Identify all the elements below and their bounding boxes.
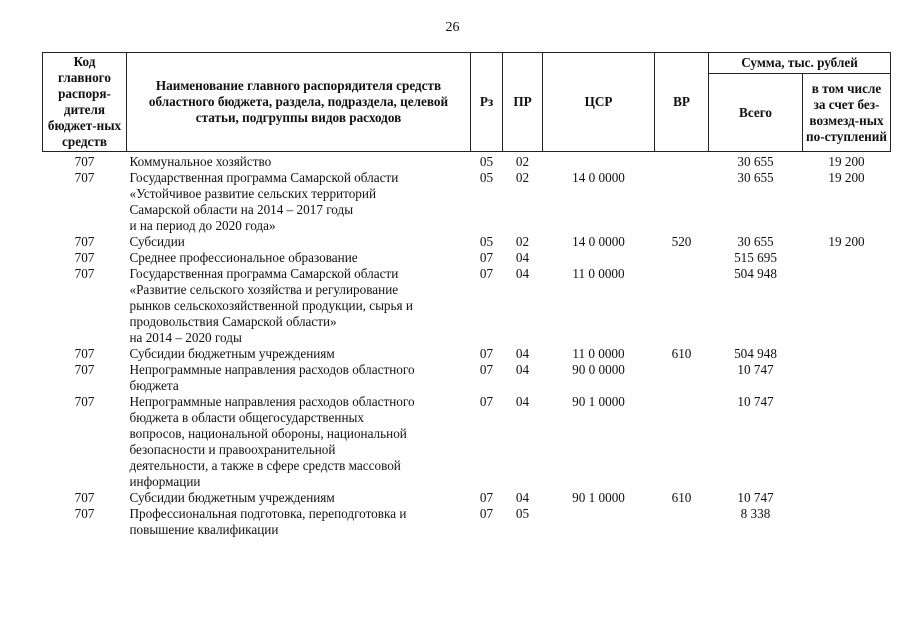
cell-incl bbox=[803, 490, 891, 506]
cell-name bbox=[127, 346, 471, 362]
cell-csr: 90 1 0000 bbox=[572, 394, 625, 409]
cell-incl bbox=[803, 250, 891, 266]
cell-code: 707 bbox=[74, 250, 95, 265]
cell-vr: 610 bbox=[671, 346, 692, 361]
name-line: деятельности, а также в сфере средств массовой bbox=[129, 458, 401, 473]
name-line: повышение квалификации bbox=[129, 522, 279, 537]
cell-rz: 07 bbox=[479, 250, 494, 265]
cell-pr: 02 bbox=[515, 234, 530, 249]
name-line: бюджета в области общегосударственных bbox=[129, 410, 364, 425]
cell-vr: 520 bbox=[671, 234, 692, 249]
cell-pr: 04 bbox=[515, 362, 530, 377]
name-line: бюджета bbox=[129, 378, 179, 393]
budget-table bbox=[42, 52, 891, 538]
header-rz: Рз bbox=[471, 53, 503, 152]
name-line: рынков сельскохозяйственной продукции, сырья и bbox=[129, 298, 413, 313]
name-line: Государственная программа Самарской области bbox=[129, 170, 399, 185]
cell-pr: 02 bbox=[515, 154, 530, 169]
cell-name bbox=[127, 266, 471, 346]
cell-code: 707 bbox=[74, 490, 95, 505]
name-line: Непрограммные направления расходов областного bbox=[129, 362, 415, 377]
name-line: Самарской области на 2014 – 2017 годы bbox=[129, 202, 354, 217]
cell-name bbox=[127, 152, 471, 171]
header-incl: в том числе за счет без-возмезд-ных по-ступлений bbox=[803, 74, 891, 152]
cell-csr: 14 0 0000 bbox=[572, 170, 625, 185]
cell-csr: 90 0 0000 bbox=[572, 362, 625, 377]
cell-code: 707 bbox=[74, 234, 95, 249]
cell-incl bbox=[803, 506, 891, 538]
cell-incl: 19 200 bbox=[828, 170, 865, 185]
header-name: Наименование главного распорядителя средств областного бюджета, раздела, подраздела, целевой статьи, подгруппы видов расходов bbox=[127, 53, 471, 152]
cell-rz: 07 bbox=[479, 266, 494, 281]
cell-total: 30 655 bbox=[737, 154, 774, 169]
cell-incl bbox=[803, 346, 891, 362]
cell-csr: 14 0 0000 bbox=[572, 234, 625, 249]
cell-rz: 07 bbox=[479, 506, 494, 521]
cell-total: 10 747 bbox=[737, 490, 774, 505]
cell-vr bbox=[655, 266, 709, 346]
cell-vr bbox=[655, 506, 709, 538]
name-line: Субсидии бюджетным учреждениям bbox=[129, 490, 335, 505]
cell-total: 30 655 bbox=[737, 170, 774, 185]
name-line: Среднее профессиональное образование bbox=[129, 250, 358, 265]
cell-total: 504 948 bbox=[734, 266, 777, 281]
table-row bbox=[43, 250, 891, 266]
cell-name bbox=[127, 170, 471, 234]
cell-vr bbox=[655, 394, 709, 490]
cell-code: 707 bbox=[74, 346, 95, 361]
name-line: Субсидии bbox=[129, 234, 185, 249]
table-row bbox=[43, 266, 891, 346]
name-line: «Устойчивое развитие сельских территорий bbox=[129, 186, 377, 201]
cell-rz: 07 bbox=[479, 362, 494, 377]
cell-name bbox=[127, 394, 471, 490]
cell-name bbox=[127, 490, 471, 506]
table-row bbox=[43, 234, 891, 250]
cell-rz: 05 bbox=[479, 234, 494, 249]
cell-name bbox=[127, 234, 471, 250]
cell-incl: 19 200 bbox=[828, 234, 865, 249]
cell-total: 515 695 bbox=[734, 250, 777, 265]
cell-rz: 07 bbox=[479, 490, 494, 505]
cell-name bbox=[127, 362, 471, 394]
cell-csr bbox=[543, 250, 655, 266]
name-line: вопросов, национальной обороны, национальной bbox=[129, 426, 407, 441]
name-line: Профессиональная подготовка, переподготовка и bbox=[129, 506, 407, 521]
cell-rz: 07 bbox=[479, 346, 494, 361]
header-csr: ЦСР bbox=[543, 53, 655, 152]
cell-vr bbox=[655, 362, 709, 394]
table-body bbox=[43, 152, 891, 539]
cell-csr: 11 0 0000 bbox=[572, 266, 625, 281]
header-vr: ВР bbox=[655, 53, 709, 152]
cell-total: 30 655 bbox=[737, 234, 774, 249]
cell-code: 707 bbox=[74, 266, 95, 281]
cell-rz: 05 bbox=[479, 154, 494, 169]
cell-csr bbox=[543, 506, 655, 538]
name-line: и на период до 2020 года» bbox=[129, 218, 276, 233]
cell-pr: 04 bbox=[515, 346, 530, 361]
cell-incl bbox=[803, 394, 891, 490]
cell-vr bbox=[655, 250, 709, 266]
cell-total: 8 338 bbox=[740, 506, 771, 521]
cell-vr bbox=[655, 152, 709, 171]
cell-code: 707 bbox=[74, 154, 95, 169]
cell-incl: 19 200 bbox=[828, 154, 865, 169]
cell-total: 10 747 bbox=[737, 394, 774, 409]
cell-pr: 04 bbox=[515, 250, 530, 265]
header-sum-title: Сумма, тыс. рублей bbox=[709, 53, 891, 74]
table-row bbox=[43, 170, 891, 234]
cell-csr bbox=[543, 152, 655, 171]
cell-rz: 07 bbox=[479, 394, 494, 409]
name-line: на 2014 – 2020 годы bbox=[129, 330, 242, 345]
cell-pr: 02 bbox=[515, 170, 530, 185]
name-line: информации bbox=[129, 474, 201, 489]
cell-pr: 05 bbox=[515, 506, 530, 521]
table-row bbox=[43, 490, 891, 506]
cell-code: 707 bbox=[74, 394, 95, 409]
cell-name bbox=[127, 250, 471, 266]
cell-pr: 04 bbox=[515, 394, 530, 409]
cell-total: 504 948 bbox=[734, 346, 777, 361]
cell-code: 707 bbox=[74, 506, 95, 521]
table-row bbox=[43, 346, 891, 362]
name-line: Коммунальное хозяйство bbox=[129, 154, 272, 169]
cell-code: 707 bbox=[74, 170, 95, 185]
cell-name bbox=[127, 506, 471, 538]
table-row bbox=[43, 506, 891, 538]
cell-csr: 90 1 0000 bbox=[572, 490, 625, 505]
name-line: безопасности и правоохранительной bbox=[129, 442, 336, 457]
header-pr: ПР bbox=[503, 53, 543, 152]
cell-pr: 04 bbox=[515, 490, 530, 505]
name-line: Государственная программа Самарской области bbox=[129, 266, 399, 281]
cell-rz: 05 bbox=[479, 170, 494, 185]
name-line: «Развитие сельского хозяйства и регулирование bbox=[129, 282, 399, 297]
cell-csr: 11 0 0000 bbox=[572, 346, 625, 361]
cell-incl bbox=[803, 266, 891, 346]
header-total: Всего bbox=[709, 74, 803, 152]
table-row bbox=[43, 362, 891, 394]
cell-total: 10 747 bbox=[737, 362, 774, 377]
name-line: Субсидии бюджетным учреждениям bbox=[129, 346, 335, 361]
cell-vr bbox=[655, 170, 709, 234]
cell-pr: 04 bbox=[515, 266, 530, 281]
page-number: 26 bbox=[445, 20, 460, 35]
table-row bbox=[43, 152, 891, 171]
name-line: продовольствия Самарской области» bbox=[129, 314, 337, 329]
cell-incl bbox=[803, 362, 891, 394]
header-code: Код главного распоря-дителя бюджет-ных средств bbox=[43, 53, 127, 152]
cell-code: 707 bbox=[74, 362, 95, 377]
cell-vr: 610 bbox=[671, 490, 692, 505]
name-line: Непрограммные направления расходов областного bbox=[129, 394, 415, 409]
table-row bbox=[43, 394, 891, 490]
